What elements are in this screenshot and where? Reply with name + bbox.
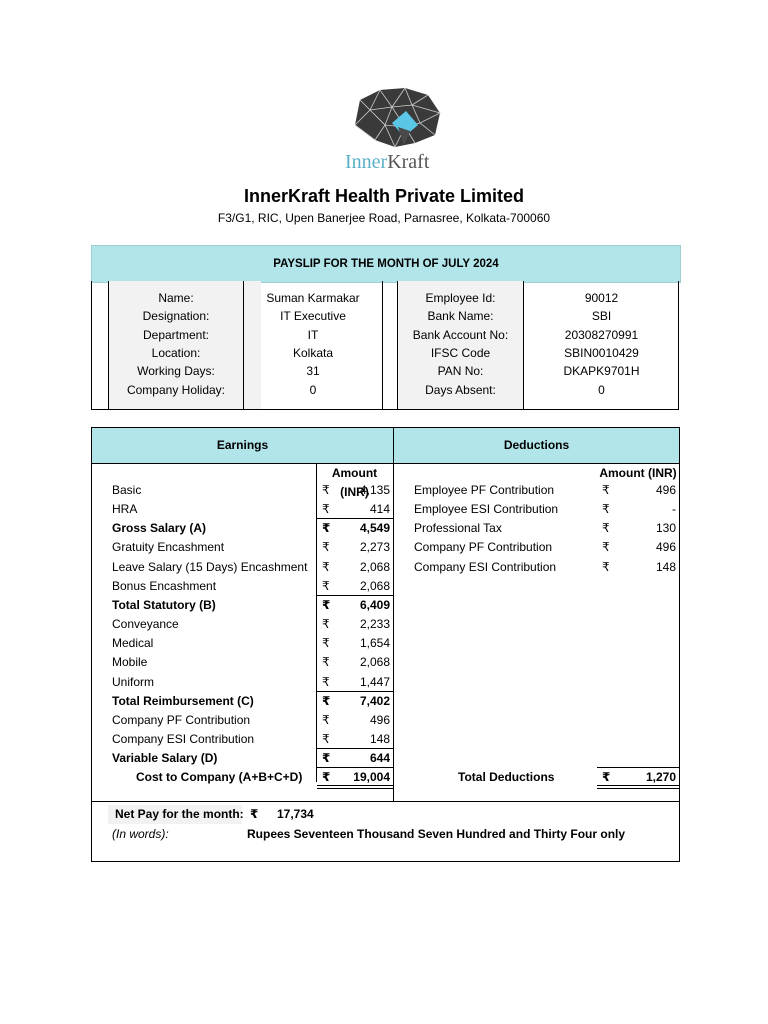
ctc-currency: ₹ [322, 770, 331, 784]
deduction-label: Company ESI Contribution [414, 559, 557, 574]
employee-right-label: Bank Account No: [412, 327, 509, 342]
earning-label: Uniform [112, 674, 155, 689]
deduction-label: Employee PF Contribution [414, 483, 555, 497]
earning-amount: 2,068 [359, 655, 390, 670]
deduction-currency: ₹ [602, 540, 610, 555]
employee-right-label: PAN No: [437, 364, 484, 379]
employee-right-value: 0 [598, 382, 605, 397]
deduction-label: Company PF Contribution [414, 540, 553, 555]
employee-right-value: DKAPK9701H [563, 364, 640, 379]
subtotal-rule [317, 748, 393, 749]
employee-left-value: IT Executive [280, 309, 346, 324]
deduction-amount: 496 [655, 540, 676, 555]
earning-amount: 1,447 [359, 674, 390, 689]
employee-info-table [91, 281, 679, 410]
employee-left-label: Designation: [142, 309, 210, 324]
total-deductions-currency: ₹ [602, 770, 611, 784]
net-pay-words-label: (In words): [112, 827, 169, 841]
earning-label: Medical [112, 636, 154, 651]
net-pay-amount: 17,734 [277, 807, 314, 821]
deduction-amount: 496 [655, 483, 676, 497]
earning-amount: 2,273 [359, 540, 390, 555]
earning-label: HRA [112, 502, 138, 517]
ctc-amount: 19,004 [353, 770, 390, 784]
earning-currency: ₹ [322, 712, 330, 727]
earning-label: Total Reimbursement (C) [112, 693, 254, 708]
earning-label: Conveyance [112, 617, 179, 632]
earning-currency: ₹ [322, 751, 331, 766]
employee-left-value: IT [307, 327, 319, 342]
earning-currency: ₹ [322, 597, 331, 612]
earning-currency: ₹ [322, 731, 330, 746]
earning-label: Company PF Contribution [112, 712, 251, 727]
deduction-amount: - [672, 502, 676, 517]
earning-currency: ₹ [322, 559, 330, 574]
earning-amount: 2,068 [359, 578, 390, 593]
net-pay-section [91, 802, 680, 862]
earning-label: Leave Salary (15 Days) Encashment [112, 559, 308, 574]
employee-right-value: SBI [591, 309, 612, 324]
employee-right-value: 90012 [584, 291, 619, 305]
employee-right-value: SBIN0010429 [564, 345, 639, 360]
ctc-label: Cost to Company (A+B+C+D) [136, 770, 303, 784]
earning-amount: 7,402 [359, 693, 390, 708]
earnings-deductions-table [91, 427, 680, 802]
earning-amount: 6,409 [359, 597, 390, 612]
payslip-title: PAYSLIP FOR THE MONTH OF JULY 2024 [91, 245, 681, 283]
employee-right-value: 20308270991 [564, 327, 639, 342]
earning-currency: ₹ [322, 655, 330, 670]
earning-amount: 2,068 [359, 559, 390, 574]
earnings-heading: Earnings [92, 428, 393, 463]
deduction-currency: ₹ [602, 521, 610, 536]
subtotal-rule [317, 595, 393, 596]
earning-currency: ₹ [322, 483, 330, 497]
subtotal-rule [317, 691, 393, 692]
deduction-currency: ₹ [602, 502, 610, 517]
employee-right-label: IFSC Code [430, 345, 491, 360]
total-deductions-label: Total Deductions [458, 770, 555, 784]
employee-left-label: Name: [158, 291, 194, 305]
employee-right-label: Employee Id: [425, 291, 496, 305]
earning-amount: 4,549 [359, 521, 390, 536]
earning-amount: 1,654 [359, 636, 390, 651]
earning-currency: ₹ [322, 617, 330, 632]
employee-left-label: Location: [151, 345, 201, 360]
employee-right-label: Bank Name: [427, 309, 494, 324]
earning-amount: 4,135 [359, 483, 390, 497]
earning-currency: ₹ [322, 521, 331, 536]
brand-name-inner: Inner [345, 151, 388, 173]
net-pay-currency: ₹ [250, 807, 259, 821]
earning-amount: 496 [369, 712, 390, 727]
employee-left-value: Kolkata [292, 345, 334, 360]
earning-amount: 148 [369, 731, 390, 746]
company-name: InnerKraft Health Private Limited [243, 186, 525, 206]
employee-right-label: Days Absent: [425, 382, 496, 397]
earning-label: Gross Salary (A) [112, 521, 207, 536]
earning-currency: ₹ [322, 693, 331, 708]
earning-currency: ₹ [322, 540, 330, 555]
company-logo [340, 85, 450, 180]
deductions-amount-header: Amount (INR) [599, 466, 677, 480]
deduction-currency: ₹ [602, 483, 610, 497]
deduction-currency: ₹ [602, 559, 610, 574]
subtotal-rule [317, 518, 393, 519]
net-pay-label: Net Pay for the month: [115, 807, 244, 821]
earning-label: Company ESI Contribution [112, 731, 255, 746]
earning-currency: ₹ [322, 674, 330, 689]
earning-label: Gratuity Encashment [112, 540, 225, 555]
earning-currency: ₹ [322, 636, 330, 651]
company-address: F3/G1, RIC, Upen Banerjee Road, Parnasree, Kolkata-700060 [217, 211, 551, 225]
deduction-amount: 130 [655, 521, 676, 536]
earning-label: Total Statutory (B) [112, 597, 216, 612]
employee-left-value: 0 [309, 382, 317, 397]
deduction-label: Employee ESI Contribution [414, 502, 559, 517]
earning-amount: 2,233 [359, 617, 390, 632]
earning-currency: ₹ [322, 578, 330, 593]
earning-amount: 644 [369, 751, 390, 766]
earning-label: Variable Salary (D) [112, 751, 218, 766]
total-deductions-amount: 1,270 [645, 770, 676, 784]
employee-left-label: Working Days: [137, 364, 215, 379]
earning-currency: ₹ [322, 502, 330, 517]
earning-label: Mobile [112, 655, 148, 670]
employee-left-label: Department: [142, 327, 210, 342]
earning-label: Basic [112, 483, 142, 497]
employee-left-label: Company Holiday: [126, 382, 226, 397]
earning-amount: 414 [369, 502, 390, 517]
employee-left-value: 31 [306, 364, 320, 379]
brain-logo-icon [340, 85, 450, 155]
deduction-label: Professional Tax [414, 521, 502, 536]
earnings-amount-header: Amount (INR) [331, 466, 378, 499]
employee-left-value: Suman Karmakar [266, 291, 360, 305]
deductions-heading: Deductions [394, 428, 679, 463]
deduction-amount: 148 [655, 559, 676, 574]
earning-label: Bonus Encashment [112, 578, 217, 593]
brand-name-kraft: Kraft [387, 151, 430, 173]
net-pay-words: Rupees Seventeen Thousand Seven Hundred and Thirty Four only [247, 827, 626, 841]
